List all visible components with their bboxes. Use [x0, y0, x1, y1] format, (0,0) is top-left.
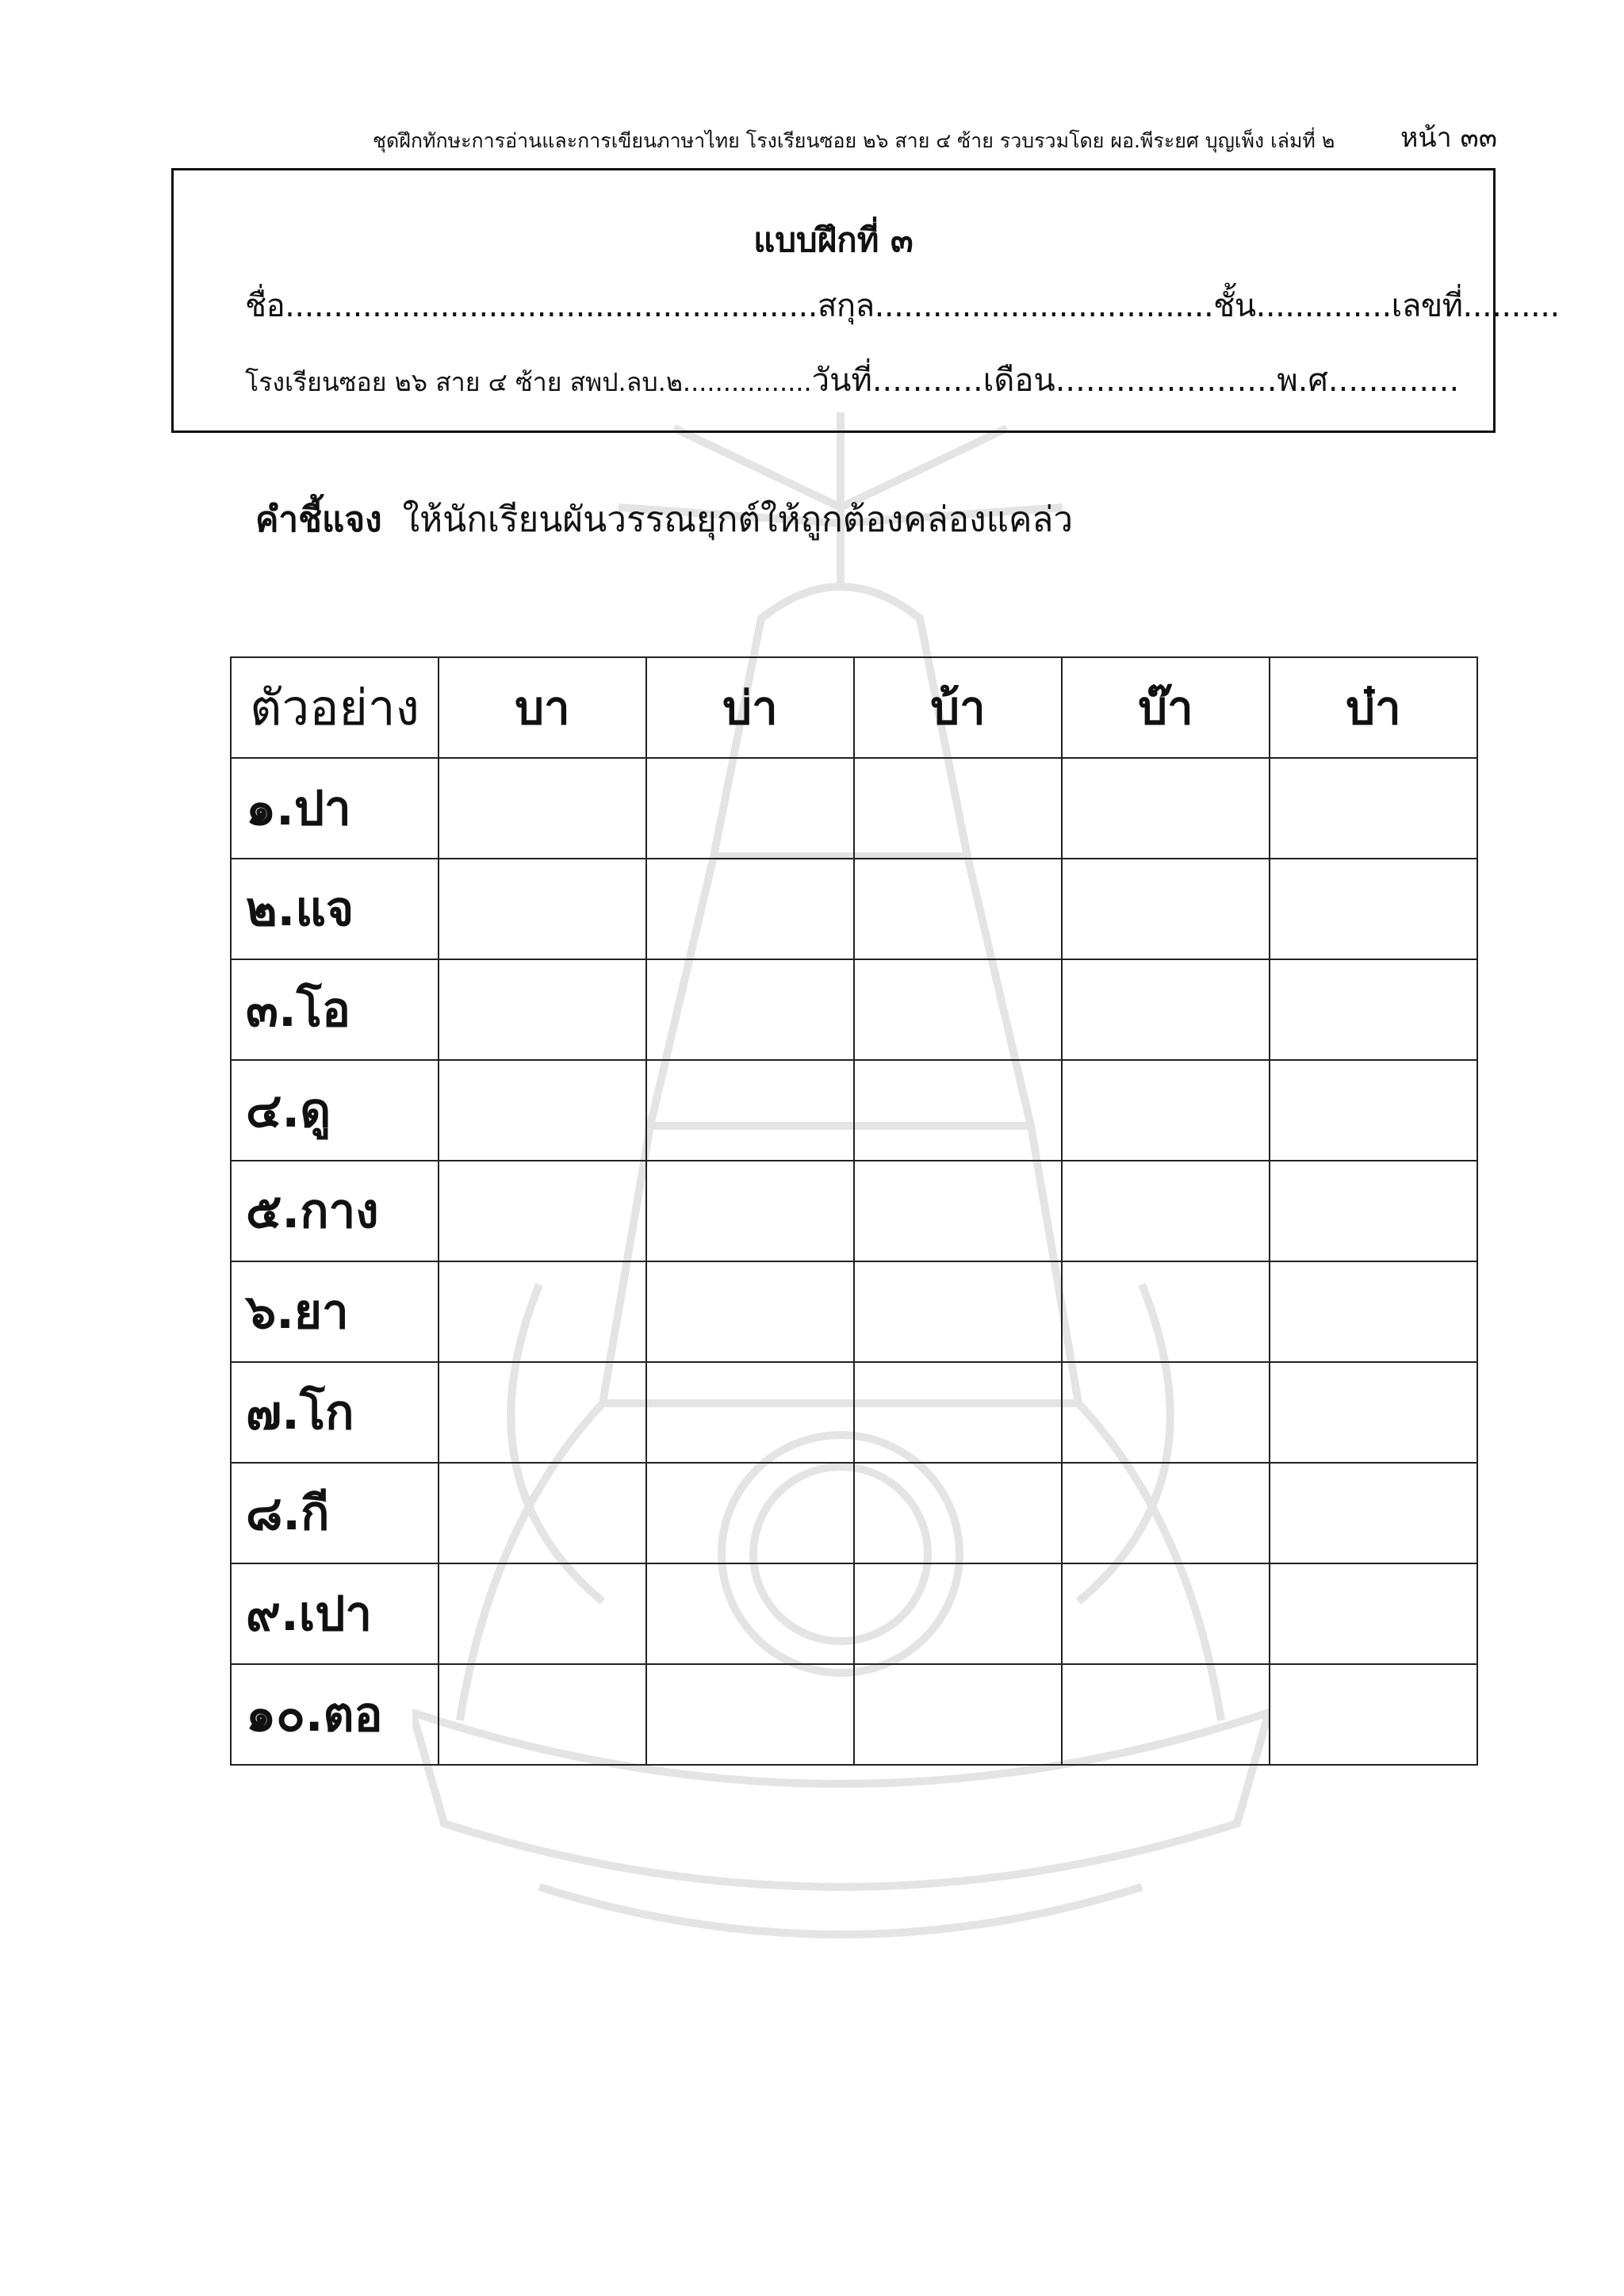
- table-row: [231, 1060, 1477, 1161]
- answer-cell[interactable]: [1062, 758, 1270, 859]
- header-tone-4: บ๊า: [1062, 657, 1270, 758]
- answer-cell[interactable]: [439, 758, 646, 859]
- row-label: ๘.กี: [231, 1463, 439, 1563]
- answer-cell[interactable]: [646, 1060, 854, 1161]
- answer-cell[interactable]: [439, 1463, 646, 1563]
- instruction-text: ให้นักเรียนผันวรรณยุกต์ให้ถูกต้องคล่องแคล่ว: [402, 499, 1074, 540]
- table-row: [231, 1463, 1477, 1563]
- answer-cell[interactable]: [646, 1664, 854, 1765]
- answer-cell[interactable]: [1270, 1161, 1477, 1261]
- answer-cell[interactable]: [646, 1563, 854, 1664]
- row-label: ๗.โก: [231, 1362, 439, 1463]
- answer-cell[interactable]: [854, 859, 1062, 959]
- answer-cell[interactable]: [646, 758, 854, 859]
- answer-cell[interactable]: [439, 959, 646, 1060]
- row-label: ๓.โอ: [231, 959, 439, 1060]
- answer-cell[interactable]: [1062, 859, 1270, 959]
- page-header: [373, 122, 1497, 157]
- answer-cell[interactable]: [1062, 959, 1270, 1060]
- page-number: หน้า ๓๓: [1400, 122, 1497, 154]
- answer-cell[interactable]: [1270, 1463, 1477, 1563]
- answer-cell[interactable]: [1270, 758, 1477, 859]
- answer-cell[interactable]: [1270, 1060, 1477, 1161]
- header-tone-2: บ่า: [646, 657, 854, 758]
- answer-cell[interactable]: [1062, 1463, 1270, 1563]
- answer-cell[interactable]: [854, 959, 1062, 1060]
- answer-cell[interactable]: [854, 758, 1062, 859]
- answer-cell[interactable]: [1062, 1060, 1270, 1161]
- row-label: ๕.กาง: [231, 1161, 439, 1261]
- answer-cell[interactable]: [854, 1060, 1062, 1161]
- answer-cell[interactable]: [1062, 1161, 1270, 1261]
- table-row: [231, 959, 1477, 1060]
- exercise-title: แบบฝึกที่ ๓: [753, 220, 914, 259]
- answer-cell[interactable]: [439, 1161, 646, 1261]
- answer-cell[interactable]: [439, 1563, 646, 1664]
- date-field: วันที่...........เดือน......................พ.ศ.............: [811, 362, 1460, 399]
- table-row: [231, 1362, 1477, 1463]
- answer-cell[interactable]: [854, 1463, 1062, 1563]
- answer-cell[interactable]: [1062, 1362, 1270, 1463]
- row-label: ๑๐.ตอ: [231, 1664, 439, 1765]
- table-row: [231, 1563, 1477, 1664]
- answer-cell[interactable]: [1270, 959, 1477, 1060]
- answer-cell[interactable]: [646, 1161, 854, 1261]
- answer-cell[interactable]: [439, 1664, 646, 1765]
- answer-cell[interactable]: [1270, 1664, 1477, 1765]
- header-example: ตัวอย่าง: [231, 657, 439, 758]
- table-row: [231, 758, 1477, 859]
- answer-cell[interactable]: [1062, 1664, 1270, 1765]
- answer-cell[interactable]: [646, 1261, 854, 1362]
- answer-cell[interactable]: [854, 1261, 1062, 1362]
- student-info-box: [171, 168, 1560, 433]
- row-label: ๖.ยา: [231, 1261, 439, 1362]
- row-label: ๔.ดู: [231, 1060, 439, 1161]
- row-label: ๒.แจ: [231, 859, 439, 959]
- table-row: [231, 1161, 1477, 1261]
- answer-cell[interactable]: [1270, 1362, 1477, 1463]
- answer-cell[interactable]: [854, 1362, 1062, 1463]
- row-label: ๑.ปา: [231, 758, 439, 859]
- table-row: [231, 859, 1477, 959]
- row-label: ๙.เปา: [231, 1563, 439, 1664]
- school-date-line: [245, 354, 1460, 405]
- answer-cell[interactable]: [646, 1463, 854, 1563]
- answer-cell[interactable]: [439, 1060, 646, 1161]
- answer-cell[interactable]: [1270, 1563, 1477, 1664]
- school-field: โรงเรียนซอย ๒๖ สาย ๔ ซ้าย สพป.ลบ.๒................: [245, 367, 812, 397]
- table-header-row: [231, 657, 1477, 758]
- answer-cell[interactable]: [439, 1261, 646, 1362]
- instruction-label: คำชี้แจง: [255, 499, 382, 540]
- header-tone-3: บ้า: [854, 657, 1062, 758]
- answer-cell[interactable]: [439, 859, 646, 959]
- answer-cell[interactable]: [854, 1161, 1062, 1261]
- header-text: ชุดฝึกทักษะการอ่านและการเขียนภาษาไทย โรงเรียนซอย ๒๖ สาย ๔ ซ้าย รวบรวมโดย ผอ.พีระยศ บุญเพ็ง เล่มที่ ๒: [373, 129, 1335, 152]
- header-tone-1: บา: [439, 657, 646, 758]
- answer-cell[interactable]: [1062, 1261, 1270, 1362]
- instruction: [255, 492, 1073, 547]
- answer-cell[interactable]: [854, 1563, 1062, 1664]
- answer-cell[interactable]: [1062, 1563, 1270, 1664]
- name-fields-line: ชื่อ.......................................................สกุล...................................ชั้น..............เลขที่..........: [245, 288, 1560, 324]
- header-tone-5: บ๋า: [1270, 657, 1477, 758]
- answer-cell[interactable]: [1270, 859, 1477, 959]
- answer-cell[interactable]: [439, 1362, 646, 1463]
- answer-cell[interactable]: [646, 1362, 854, 1463]
- answer-cell[interactable]: [854, 1664, 1062, 1765]
- answer-cell[interactable]: [1270, 1261, 1477, 1362]
- tone-practice-table: [230, 656, 1478, 1766]
- answer-cell[interactable]: [646, 959, 854, 1060]
- table-row: [231, 1261, 1477, 1362]
- answer-cell[interactable]: [646, 859, 854, 959]
- table-row: [231, 1664, 1477, 1765]
